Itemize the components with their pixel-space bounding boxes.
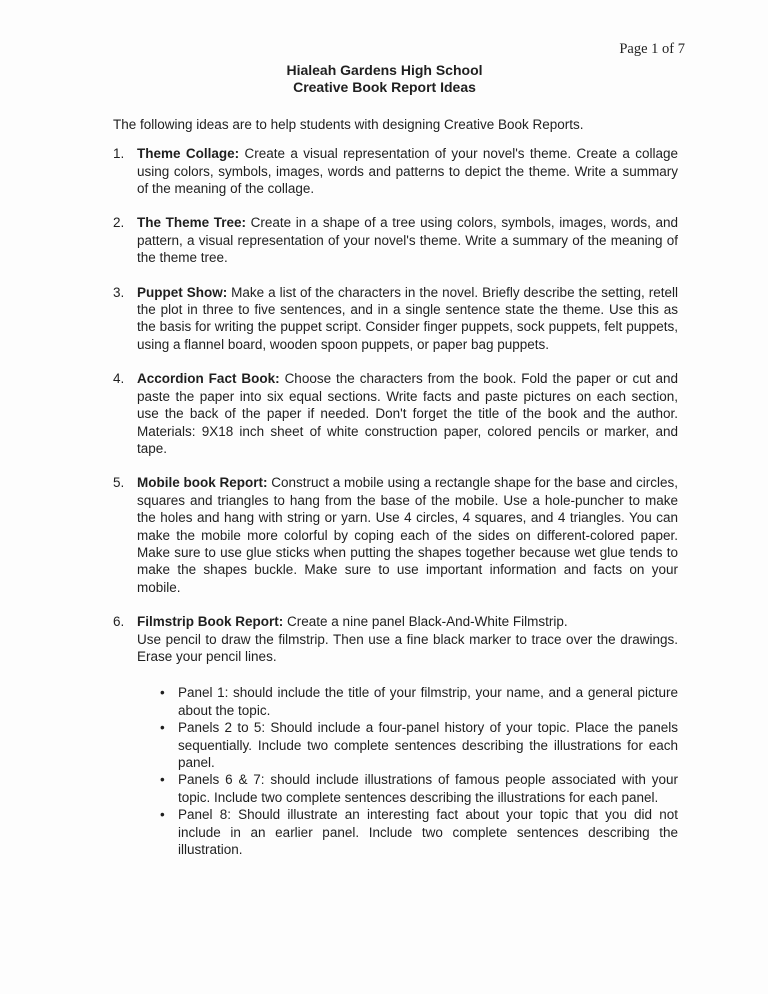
- page-number: Page 1 of 7: [619, 41, 685, 57]
- bullet-icon: •: [160, 807, 165, 823]
- bullet-item-4: [137, 806, 678, 858]
- document-title: [102, 62, 667, 97]
- report-idea-item-4: [113, 370, 678, 457]
- document-subtitle: Creative Book Report Ideas: [293, 79, 476, 96]
- intro-text: The following ideas are to help students with designing Creative Book Reports.: [113, 116, 584, 132]
- item-description: Make a list of the characters in the novel. Briefly describe the setting, retell the plot in three to five sentences, and in a single sentence state the theme. Use this as the basis for writing the puppet script. Consider finger puppets, sock puppets, felt puppets, using a flannel board, wooden spoon puppets, or paper bag puppets.: [137, 284, 678, 352]
- item-number: 5.: [113, 475, 125, 491]
- bullet-icon: •: [160, 720, 165, 736]
- bullet-text: Panels 6 & 7: should include illustrations of famous people associated with your topic. Include two complete sentences describing the illustrations for each panel.: [178, 772, 678, 805]
- filmstrip-panel-list: [137, 684, 678, 858]
- item-description-continued: Use pencil to draw the filmstrip. Then use a fine black marker to trace over the drawings. Erase your pencil lines.: [137, 631, 678, 664]
- report-idea-item-3: [113, 284, 678, 354]
- item-title: Accordion Fact Book:: [137, 371, 280, 387]
- bullet-text: Panels 2 to 5: Should include a four-panel history of your topic. Place the panels sequentially. Include two complete sentences describing the illustrations for each panel.: [178, 720, 678, 770]
- item-number: 1.: [113, 146, 125, 162]
- bullet-item-3: [137, 771, 678, 806]
- school-name: Hialeah Gardens High School: [286, 62, 483, 78]
- report-idea-item-2: [113, 214, 678, 266]
- item-title: Puppet Show:: [137, 284, 228, 300]
- item-description: Create a visual representation of your novel's theme. Create a collage using colors, symbols, images, words and patterns to depict the theme. Write a summary of the meaning of the collage.: [137, 146, 678, 197]
- bullet-icon: •: [160, 772, 165, 788]
- item-title: Mobile book Report:: [137, 475, 268, 491]
- item-description: Create in a shape of a tree using colors, symbols, images, words, and pattern, a visual representation of your novel's theme. Write a summary of the meaning of the theme tree.: [137, 215, 678, 266]
- item-number: 2.: [113, 215, 125, 231]
- report-idea-item-5: [113, 474, 678, 596]
- item-number: 4.: [113, 371, 125, 387]
- item-description: Create a nine panel Black-And-White Filmstrip.: [287, 614, 568, 630]
- bullet-item-2: [137, 719, 678, 771]
- bullet-item-1: [137, 684, 678, 719]
- item-title: Filmstrip Book Report:: [137, 614, 284, 630]
- bullet-icon: •: [160, 685, 165, 701]
- item-number: 3.: [113, 284, 125, 300]
- report-idea-item-6: [113, 613, 678, 858]
- bullet-text: Panel 1: should include the title of your filmstrip, your name, and a general picture about the topic.: [178, 685, 678, 718]
- item-description: Choose the characters from the book. Fold the paper or cut and paste the paper into six equal sections. Write facts and paste pictures on each section, use the back of the paper if needed. Don't forget the title of the book and the author. Materials: 9X18 inch sheet of white construction paper, colored pencils or marker, and tape.: [137, 371, 678, 456]
- item-title: The Theme Tree:: [137, 215, 246, 231]
- report-idea-item-1: [113, 145, 678, 197]
- item-number: 6.: [113, 614, 125, 630]
- item-description: Construct a mobile using a rectangle shape for the base and circles, squares and triangles to hang from the base of the mobile. Use a hole-puncher to make the holes and hang with string or yarn. Use 4 circles, 4 squares, and 4 triangles. You can make the mobile more colorful by coping each of the sides on different-colored paper. Make sure to use glue sticks when putting the shapes together because wet glue tends to make the shapes buckle. Make sure to use important information and facts on your mobile.: [137, 475, 678, 595]
- item-title: Theme Collage:: [137, 146, 240, 162]
- bullet-text: Panel 8: Should illustrate an interesting fact about your topic that you did not include in an earlier panel. Include two complete sentences describing the illustration.: [178, 807, 678, 858]
